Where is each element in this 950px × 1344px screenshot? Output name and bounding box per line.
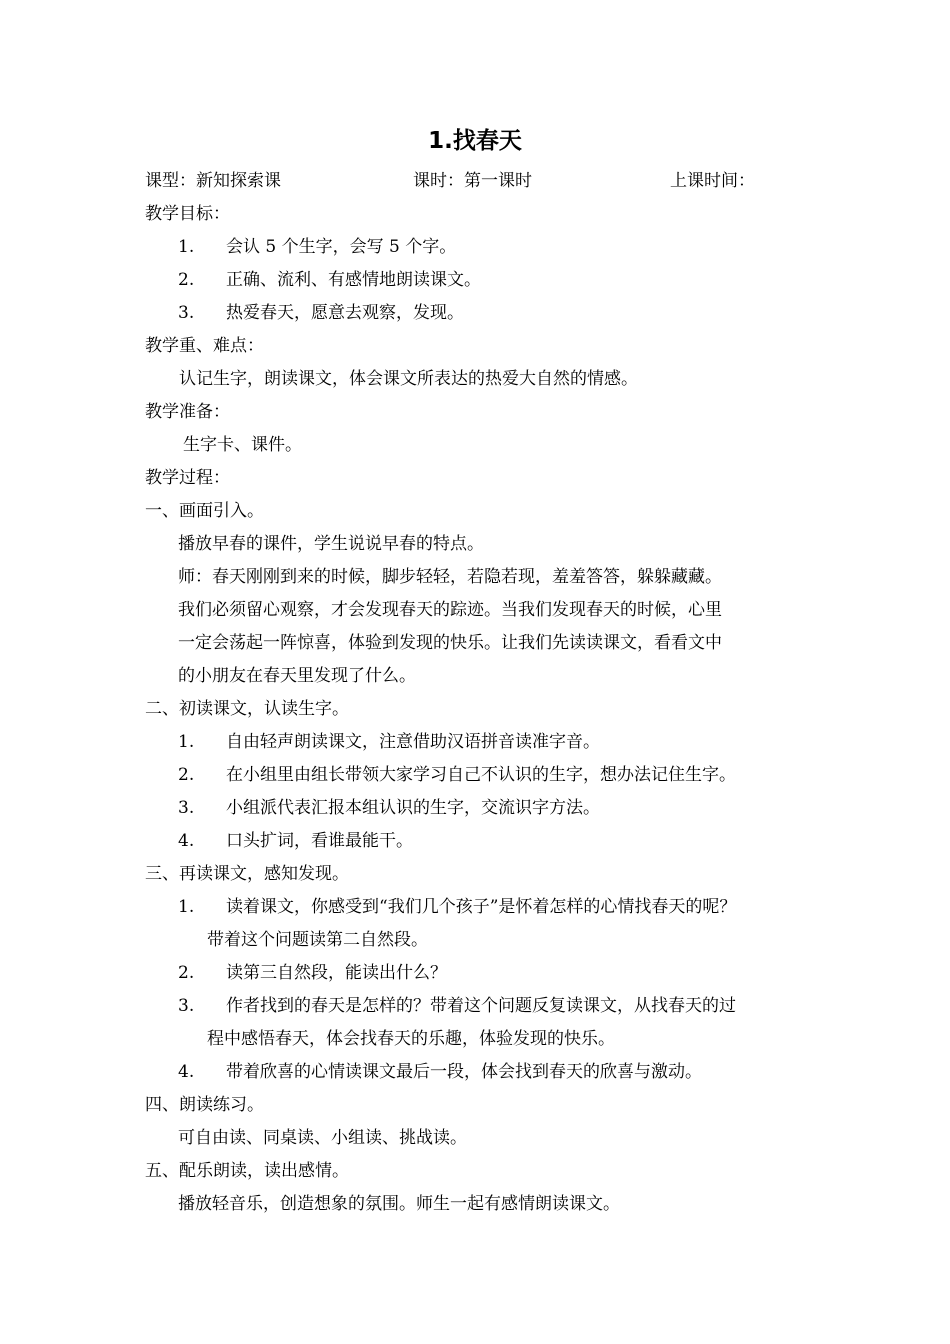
item-number: 4. [178, 1062, 195, 1082]
section-4-heading: 四、朗读练习。 [145, 1095, 264, 1115]
preparation-heading: 教学准备： [145, 402, 230, 422]
item-text: 带着欣喜的心情读课文最后一段，体会找到春天的欣喜与激动。 [226, 1062, 702, 1082]
lesson-time: 上课时间： [670, 171, 755, 191]
objectives-heading: 教学目标： [145, 204, 230, 224]
objective-item [178, 268, 481, 292]
item-number: 1. [178, 732, 195, 752]
item-number: 3. [178, 303, 195, 323]
preparation-text: 生字卡、课件。 [183, 435, 302, 455]
section-1-paragraph: 我们必须留心观察，才会发现春天的踪迹。当我们发现春天的时候，心里 [178, 600, 722, 620]
section-2-item [178, 763, 736, 787]
section-3-item [178, 895, 736, 919]
item-text: 小组派代表汇报本组认识的生字，交流识字方法。 [226, 798, 600, 818]
key-points-text: 认记生字，朗读课文，体会课文所表达的热爱大自然的情感。 [179, 369, 638, 389]
lesson-type: 课型：新知探索课 [145, 171, 281, 191]
item-number: 2. [178, 963, 195, 983]
page-title: 1.找春天 [428, 128, 522, 154]
item-text: 在小组里由组长带领大家学习自己不认识的生字，想办法记住生字。 [226, 765, 736, 785]
item-number: 2. [178, 270, 195, 290]
section-2-item [178, 730, 600, 754]
section-3-heading: 三、再读课文，感知发现。 [145, 864, 349, 884]
process-heading: 教学过程： [145, 468, 230, 488]
item-text: 正确、流利、有感情地朗读课文。 [226, 270, 481, 290]
section-5-text: 播放轻音乐，创造想象的氛围。师生一起有感情朗读课文。 [178, 1194, 620, 1214]
section-4-text: 可自由读、同桌读、小组读、挑战读。 [178, 1128, 467, 1148]
objective-item [178, 235, 456, 259]
section-2-item [178, 829, 413, 853]
section-1-heading: 一、画面引入。 [145, 501, 264, 521]
lesson-meta [145, 169, 845, 193]
item-number: 3. [178, 798, 195, 818]
item-text: 读着课文，你感受到“我们几个孩子”是怀着怎样的心情找春天的呢？ [226, 897, 737, 917]
section-1-paragraph: 的小朋友在春天里发现了什么。 [178, 666, 416, 686]
lesson-period: 课时：第一课时 [413, 171, 532, 191]
section-1-paragraph: 一定会荡起一阵惊喜，体验到发现的快乐。让我们先读读课文，看看文中 [178, 633, 722, 653]
item-number: 1. [178, 897, 195, 917]
item-number: 4. [178, 831, 195, 851]
item-number: 3. [178, 996, 195, 1016]
section-2-heading: 二、初读课文，认读生字。 [145, 699, 349, 719]
section-3-item [178, 961, 447, 985]
item-number: 2. [178, 765, 195, 785]
item-text: 自由轻声朗读课文，注意借助汉语拼音读准字音。 [226, 732, 600, 752]
item-text: 口头扩词，看谁最能干。 [226, 831, 413, 851]
section-1-paragraph: 师：春天刚刚到来的时候，脚步轻轻，若隐若现，羞羞答答，躲躲藏藏。 [178, 567, 722, 587]
item-text: 热爱春天，愿意去观察，发现。 [226, 303, 464, 323]
item-text: 作者找到的春天是怎样的？带着这个问题反复读课文，从找春天的过 [226, 996, 736, 1016]
section-3-item [178, 1060, 702, 1084]
item-number: 1. [178, 237, 195, 257]
item-text: 会认 5 个生字，会写 5 个字。 [226, 237, 457, 257]
section-5-heading: 五、配乐朗读，读出感情。 [145, 1161, 349, 1181]
section-2-item [178, 796, 600, 820]
key-points-heading: 教学重、难点： [145, 336, 264, 356]
section-3-item [178, 994, 736, 1018]
section-1-paragraph: 播放早春的课件，学生说说早春的特点。 [178, 534, 484, 554]
section-3-item-continuation: 带着这个问题读第二自然段。 [207, 930, 428, 950]
item-text: 读第三自然段，能读出什么？ [226, 963, 447, 983]
objective-item [178, 301, 464, 325]
section-3-item-continuation: 程中感悟春天，体会找春天的乐趣，体验发现的快乐。 [207, 1029, 615, 1049]
